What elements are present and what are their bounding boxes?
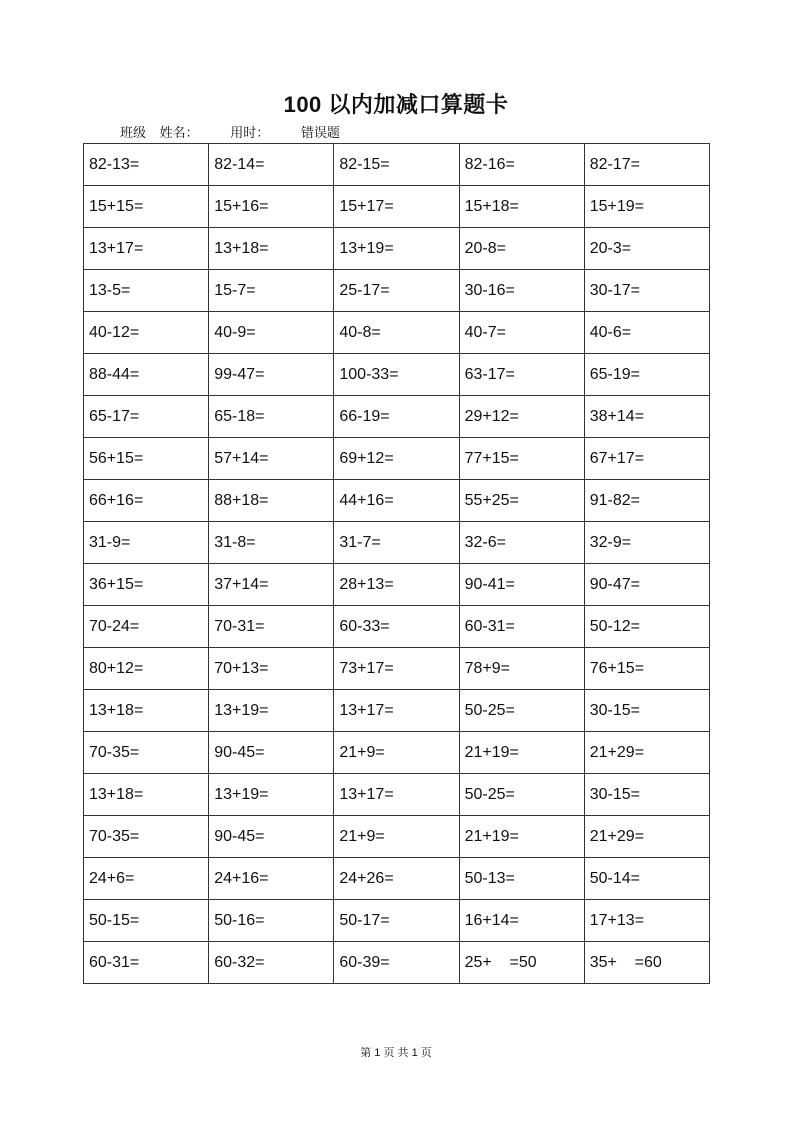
problem-cell: 21+29= — [584, 732, 709, 774]
problem-cell: 50-25= — [459, 774, 584, 816]
problem-grid — [83, 143, 710, 984]
problem-cell: 20-3= — [584, 228, 709, 270]
problem-row — [84, 942, 710, 984]
problem-cell: 63-17= — [459, 354, 584, 396]
problem-cell: 78+9= — [459, 648, 584, 690]
problem-cell: 40-9= — [209, 312, 334, 354]
problem-cell: 21+29= — [584, 816, 709, 858]
page-title: 100 以内加减口算题卡 — [283, 92, 509, 117]
time-label: 用时： — [230, 125, 270, 140]
problem-row — [84, 816, 710, 858]
problem-cell: 15+15= — [84, 186, 209, 228]
problem-cell: 80+12= — [84, 648, 209, 690]
problem-cell: 24+26= — [334, 858, 459, 900]
problem-cell: 70-35= — [84, 816, 209, 858]
problem-cell: 32-9= — [584, 522, 709, 564]
problem-row — [84, 480, 710, 522]
problem-cell: 40-7= — [459, 312, 584, 354]
problem-cell: 77+15= — [459, 438, 584, 480]
problem-cell: 73+17= — [334, 648, 459, 690]
class-label: 班级 — [120, 125, 147, 140]
problem-cell: 65-18= — [209, 396, 334, 438]
problem-cell: 13+19= — [209, 690, 334, 732]
problem-cell: 76+15= — [584, 648, 709, 690]
problem-cell: 60-31= — [459, 606, 584, 648]
problem-cell: 65-19= — [584, 354, 709, 396]
problem-cell: 24+16= — [209, 858, 334, 900]
problem-cell: 56+15= — [84, 438, 209, 480]
problem-cell: 31-7= — [334, 522, 459, 564]
problem-cell: 70-35= — [84, 732, 209, 774]
problem-cell: 50-16= — [209, 900, 334, 942]
problem-cell: 40-12= — [84, 312, 209, 354]
problem-cell: 30-16= — [459, 270, 584, 312]
problem-cell: 70-24= — [84, 606, 209, 648]
problem-cell: 50-14= — [584, 858, 709, 900]
problem-cell: 13+17= — [334, 774, 459, 816]
problem-cell: 21+19= — [459, 816, 584, 858]
problem-cell: 15+17= — [334, 186, 459, 228]
problem-row — [84, 354, 710, 396]
problem-cell: 28+13= — [334, 564, 459, 606]
problem-cell: 90-45= — [209, 732, 334, 774]
problem-cell: 55+25= — [459, 480, 584, 522]
problem-cell: 13+18= — [209, 228, 334, 270]
student-info-line — [120, 122, 350, 141]
problem-cell: 66-19= — [334, 396, 459, 438]
problem-cell: 82-14= — [209, 144, 334, 186]
problem-cell: 66+16= — [84, 480, 209, 522]
problem-cell: 100-33= — [334, 354, 459, 396]
problem-cell: 13+19= — [209, 774, 334, 816]
problem-row — [84, 732, 710, 774]
problem-cell: 91-82= — [584, 480, 709, 522]
problem-row — [84, 858, 710, 900]
problem-cell: 65-17= — [84, 396, 209, 438]
name-label: 姓名： — [159, 125, 199, 140]
problem-cell: 88+18= — [209, 480, 334, 522]
problem-cell: 24+6= — [84, 858, 209, 900]
problem-cell: 50-15= — [84, 900, 209, 942]
problem-row — [84, 522, 710, 564]
problem-cell: 67+17= — [584, 438, 709, 480]
problem-row — [84, 606, 710, 648]
problem-cell: 82-16= — [459, 144, 584, 186]
problem-cell: 99-47= — [209, 354, 334, 396]
problem-cell: 60-31= — [84, 942, 209, 984]
problem-cell: 60-32= — [209, 942, 334, 984]
problem-cell: 31-9= — [84, 522, 209, 564]
problem-cell: 88-44= — [84, 354, 209, 396]
problem-row — [84, 648, 710, 690]
problem-cell: 13+17= — [334, 690, 459, 732]
problem-cell: 30-17= — [584, 270, 709, 312]
problem-row — [84, 774, 710, 816]
problem-cell: 69+12= — [334, 438, 459, 480]
problem-cell: 50-13= — [459, 858, 584, 900]
problem-cell: 90-41= — [459, 564, 584, 606]
problem-cell: 40-6= — [584, 312, 709, 354]
problem-cell: 21+9= — [334, 816, 459, 858]
problem-row — [84, 900, 710, 942]
problem-cell: 50-17= — [334, 900, 459, 942]
problem-cell: 40-8= — [334, 312, 459, 354]
problem-cell: 57+14= — [209, 438, 334, 480]
problem-row — [84, 690, 710, 732]
problem-row — [84, 396, 710, 438]
problem-cell: 15-7= — [209, 270, 334, 312]
problem-cell: 32-6= — [459, 522, 584, 564]
errors-label: 错误题 — [300, 125, 340, 140]
problem-cell: 50-12= — [584, 606, 709, 648]
problem-cell: 82-17= — [584, 144, 709, 186]
problem-cell: 38+14= — [584, 396, 709, 438]
problem-cell: 30-15= — [584, 774, 709, 816]
problem-cell: 44+16= — [334, 480, 459, 522]
problem-cell: 13+17= — [84, 228, 209, 270]
problem-cell: 25-17= — [334, 270, 459, 312]
problem-cell: 60-33= — [334, 606, 459, 648]
problem-cell: 37+14= — [209, 564, 334, 606]
problem-row — [84, 438, 710, 480]
problem-cell: 20-8= — [459, 228, 584, 270]
problem-cell: 29+12= — [459, 396, 584, 438]
problem-cell: 82-15= — [334, 144, 459, 186]
problem-cell: 13+18= — [84, 774, 209, 816]
problem-cell: 16+14= — [459, 900, 584, 942]
problem-cell: 13+19= — [334, 228, 459, 270]
problem-cell: 60-39= — [334, 942, 459, 984]
problem-cell: 21+9= — [334, 732, 459, 774]
problem-cell: 17+13= — [584, 900, 709, 942]
problem-cell: 50-25= — [459, 690, 584, 732]
problem-cell: 13+18= — [84, 690, 209, 732]
problem-cell: 15+19= — [584, 186, 709, 228]
problem-row — [84, 186, 710, 228]
problem-cell: 15+16= — [209, 186, 334, 228]
problem-row — [84, 312, 710, 354]
problem-row — [84, 228, 710, 270]
problem-cell: 36+15= — [84, 564, 209, 606]
problem-cell: 31-8= — [209, 522, 334, 564]
problem-cell: 82-13= — [84, 144, 209, 186]
problem-cell: 70-31= — [209, 606, 334, 648]
problem-row — [84, 270, 710, 312]
problem-row — [84, 144, 710, 186]
page-footer: 第 1 页 共 1 页 — [360, 1047, 432, 1059]
problem-cell: 15+18= — [459, 186, 584, 228]
problem-cell: 25+ =50 — [459, 942, 584, 984]
problem-cell: 30-15= — [584, 690, 709, 732]
problem-cell: 70+13= — [209, 648, 334, 690]
problem-row — [84, 564, 710, 606]
problem-cell: 90-45= — [209, 816, 334, 858]
problem-cell: 35+ =60 — [584, 942, 709, 984]
problem-cell: 13-5= — [84, 270, 209, 312]
problem-cell: 21+19= — [459, 732, 584, 774]
problem-cell: 90-47= — [584, 564, 709, 606]
